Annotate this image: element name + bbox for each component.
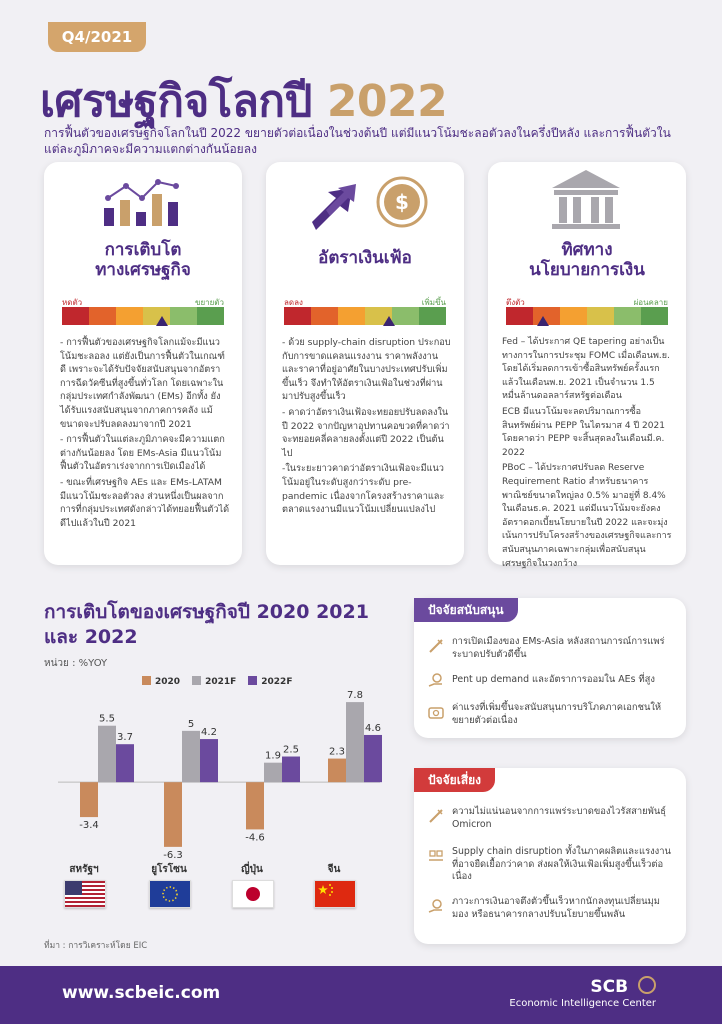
bar-2020-2: [246, 782, 264, 829]
japan-flag-icon: [232, 880, 274, 908]
gauge-bar: [284, 307, 446, 325]
card-title-line1: ทิศทาง: [561, 240, 613, 260]
investment-icon: [428, 704, 444, 720]
card-paragraph: - การฟื้นตัวในแต่ละภูมิภาคจะมีความแตกต่างกันน้อยลง โดย EMs-Asia มีแนวโน้มฟื้นตัวในอัตราเร่งจากการเปิดเมืองได้: [60, 434, 225, 473]
bar-value-label: 7.8: [347, 690, 363, 702]
scb-logo-icon: [638, 976, 656, 994]
support-panel: [414, 598, 686, 738]
card-paragraph: PBoC – ได้ประกาศปรับลด Reserve Requirement Ratio สำหรับธนาคารพาณิชย์ขนาดใหญ่ลง 0.5% มาอยู่ที่ 8.4% ในเดือนธ.ค. 2021 แต่มีแนวโน้มจะยังคงอัตราดอกเบี้ยนโยบายในปี 2022 และจะมุ่งเน้นการปรับโครงสร้างของเศรษฐกิจและการสนับสนุนภาคเฉพาะกลุ่มเพื่อสนับสนุนเศรษฐกิจในวงกว้าง: [502, 463, 672, 569]
support-item: Pent up demand และอัตราการออมใน AEs ที่สูง: [452, 674, 655, 685]
growth-card: [44, 162, 242, 565]
card-title-line1: การเติบโต: [104, 240, 182, 260]
legend-label: 2021F: [205, 677, 237, 687]
gauge-bar: [506, 307, 668, 325]
monetary-card: [488, 162, 686, 569]
card-body: [60, 336, 230, 532]
card-paragraph: - ขณะที่เศรษฐกิจ AEs และ EMs-LATAM มีแนวโน้มชะลอตัวลง ส่วนหนึ่งเป็นผลจากการที่กลุ่มประเทศดังกล่าวได้ทยอยฟื้นตัวได้ดีไปแล้วในปี 2021: [60, 476, 230, 529]
footer-brand-logo: [590, 976, 656, 997]
syringe-icon: [428, 808, 444, 824]
support-item: ค่าแรงที่เพิ่มขึ้นจะสนับสนุนการบริโภคภาคเอกชนให้ขยายตัวต่อเนื่อง: [452, 702, 662, 726]
money-hand-icon: [428, 672, 444, 688]
gauge-segment: [62, 307, 89, 325]
card-title: [488, 240, 686, 280]
gauge-marker: [156, 316, 168, 326]
country-label: สหรัฐฯ: [69, 864, 99, 875]
gauge-segment: [587, 307, 614, 325]
quarter-tag: Q4/2021: [48, 22, 146, 52]
gauge-bar: [62, 307, 224, 325]
bar-2022F-3: [364, 735, 382, 782]
card-title: [266, 248, 464, 268]
card-paragraph: ECB มีแนวโน้มจะลดปริมาณการซื้อสินทรัพย์ผ่าน PEPP ในไตรมาส 4 ปี 2021 โดยคาดว่า PEPP จะสิ้นสุดลงในเดือนมี.ค. 2022: [502, 406, 665, 458]
gauge-segment: [338, 307, 365, 325]
eu-flag-icon: [149, 880, 191, 908]
bar-value-label: 2.3: [329, 746, 345, 758]
gauge-marker: [383, 316, 395, 326]
bar-2021F-3: [346, 702, 364, 782]
bar-2022F-1: [200, 739, 218, 782]
chart-source: ที่มา : การวิเคราะห์โดย EIC: [44, 941, 148, 951]
gauge-segment: [506, 307, 533, 325]
usa-flag-icon: [64, 880, 106, 908]
central-bank-icon: [546, 168, 626, 234]
bar-value-label: -4.6: [245, 832, 265, 844]
gauge-segment: [170, 307, 197, 325]
legend-label: 2022F: [261, 677, 293, 687]
gauge-segment: [197, 307, 224, 325]
gauge-segment: [641, 307, 668, 325]
gauge-segment: [560, 307, 587, 325]
bar-2021F-2: [264, 763, 282, 783]
bar-value-label: 3.7: [117, 732, 133, 744]
bar-value-label: 1.9: [265, 750, 281, 762]
gauge-left-label: ตึงตัว: [506, 298, 525, 307]
bar-value-label: 2.5: [283, 744, 299, 756]
growth-chart-icon: [100, 172, 186, 232]
inflation-dollar-icon: [302, 170, 432, 234]
card-title-line2: นโยบายการเงิน: [529, 260, 645, 280]
gauge-segment: [419, 307, 446, 325]
bar-2020-0: [80, 782, 98, 817]
bar-2021F-1: [182, 731, 200, 782]
vaccine-icon: [428, 638, 444, 654]
bar-value-label: -3.4: [79, 820, 99, 832]
card-body: [282, 336, 452, 519]
gauge-right-label: ผ่อนคลาย: [633, 298, 668, 307]
chart-title: การเติบโตของเศรษฐกิจปี 2020 2021 และ 2022: [44, 601, 369, 648]
svg-text:$: $: [395, 190, 409, 214]
card-paragraph: - คาดว่าอัตราเงินเฟ้อจะทยอยปรับลดลงในปี 2022 จากปัญหาอุปทานคอขวดที่คาดว่าจะทยอยคลี่คลายลงตั้งแต่ปี 2022 เป็นต้นไป: [282, 406, 450, 459]
risk-panel: [414, 768, 686, 944]
country-label: ยูโรโซน: [151, 864, 187, 875]
card-paragraph: - ด้วย supply-chain disruption ประกอบกับการขาดแคลนแรงงาน ราคาพลังงานและราคาที่อยู่อาศัยในบางประเทศปรับเพิ่มขึ้นเร็ว จึงทำให้อัตราเงินเฟ้อในช่วงที่ผ่านมาปรับสูงขึ้นเร็ว: [282, 337, 451, 403]
card-paragraph: Fed – ได้ประกาศ QE tapering อย่างเป็นทางการในการประชุม FOMC เมื่อเดือนพ.ย. โดยได้เริ่มลดการเข้าซื้อสินทรัพย์ครั้งแรกแล้วในเดือนพ.ย. 2021 เป็นจำนวน 1.5 หมื่นล้านดอลลาร์สหรัฐต่อเดือน: [502, 337, 670, 402]
card-paragraph: - การฟื้นตัวของเศรษฐกิจโลกแม้จะมีแนวโน้มชะลอลง แต่ยังเป็นการฟื้นตัวในเกณฑ์ดี เพราะจะได้รับปัจจัยสนับสนุนจากอัตราการฉีดวัคซีนที่สูงขึ้นทั่วโลก โดยเฉพาะในกลุ่มประเทศกำลังพัฒนา (EMs) อีกทั้ง ยังได้รับแรงสนับสนุนจากภาคการคลัง แม้ขนาดจะปรับลดลงมาจากปี 2021: [60, 337, 225, 430]
money-hand-icon: [428, 898, 444, 914]
page-title-text: เศรษฐกิจโลกปี: [40, 76, 312, 127]
card-title: [44, 240, 242, 280]
growth-bar-chart: [44, 680, 394, 860]
bar-value-label: 4.2: [201, 727, 217, 739]
gauge-segment: [392, 307, 419, 325]
country-label: ญี่ปุ่น: [241, 864, 263, 875]
gauge-segment: [614, 307, 641, 325]
gauge-right-label: เพิ่มขึ้น: [421, 298, 446, 307]
bar-2020-1: [164, 782, 182, 847]
supply-chain-icon: [428, 848, 444, 864]
intro-text: การฟื้นตัวของเศรษฐกิจโลกในปี 2022 ขยายตัวต่อเนื่องในช่วงต้นปี แต่มีแนวโน้มชะลอตัวลงในครึ่งปีหลัง และการฟื้นตัวในแต่ละภูมิภาคจะมีความแตกต่างกันน้อยลง: [44, 126, 671, 156]
gauge-left-label: หดตัว: [62, 298, 83, 307]
risk-item: ความไม่แน่นอนจากการแพร่ระบาดของไวรัสสายพันธุ์ Omicron: [452, 806, 666, 830]
bar-value-label: 5: [187, 718, 195, 730]
bar-2021F-0: [98, 726, 116, 782]
page-title-year: 2022: [326, 76, 448, 127]
risk-item: ภาวะการเงินอาจตึงตัวขึ้นเร็วหากนักลงทุนเปลี่ยนมุมมอง หรือธนาคารกลางปรับนโยบายขึ้นพลัน: [452, 896, 660, 920]
card-title-line1: อัตราเงินเฟ้อ: [318, 248, 412, 268]
gauge-marker: [537, 316, 549, 326]
bar-value-label: 4.6: [365, 722, 381, 734]
card-title-line2: ทางเศรษฐกิจ: [95, 260, 191, 280]
risk-item: Supply chain disruption ทั้งในภาคผลิตและแรงงานที่อาจยืดเยื้อกว่าคาด ส่งผลให้เงินเฟ้อเพิ่มสูงขึ้นเร็วต่อเนื่อง: [452, 846, 671, 882]
gauge-segment: [311, 307, 338, 325]
risk-panel-header: ปัจจัยเสี่ยง: [414, 768, 495, 792]
gauge-right-label: ขยายตัว: [194, 298, 224, 307]
country-label: จีน: [327, 864, 341, 875]
bar-2022F-2: [282, 757, 300, 783]
bar-2020-3: [328, 759, 346, 783]
gauge-segment: [89, 307, 116, 325]
footer-website-link[interactable]: www.scbeic.com: [62, 983, 221, 1003]
china-flag-icon: [314, 880, 356, 908]
gauge-segment: [116, 307, 143, 325]
bar-value-label: -6.3: [163, 849, 183, 860]
support-item: การเปิดเมืองของ EMs-Asia หลังสถานการณ์การแพร่ระบาดปรับตัวดีขึ้น: [452, 636, 665, 660]
gauge-segment: [284, 307, 311, 325]
support-panel-header: ปัจจัยสนับสนุน: [414, 598, 518, 622]
bar-2022F-0: [116, 744, 134, 782]
footer-center-name: Economic Intelligence Center: [509, 998, 656, 1009]
card-paragraph: -ในระยะยาวคาดว่าอัตราเงินเฟ้อจะมีแนวโน้มอยู่ในระดับสูงกว่าระดับ pre-pandemic เนื่องจากโครงสร้างราคาและตลาดแรงงานมีแนวโน้มเปลี่ยนแปลงไป: [282, 463, 445, 516]
brand-text: SCB: [590, 977, 629, 997]
legend-label: 2020: [155, 677, 181, 687]
card-body: [502, 336, 674, 573]
bar-value-label: 5.5: [99, 713, 115, 725]
gauge-left-label: ลดลง: [284, 298, 303, 307]
chart-unit: หน่วย : %YOY: [44, 658, 108, 669]
inflation-card: [266, 162, 464, 565]
